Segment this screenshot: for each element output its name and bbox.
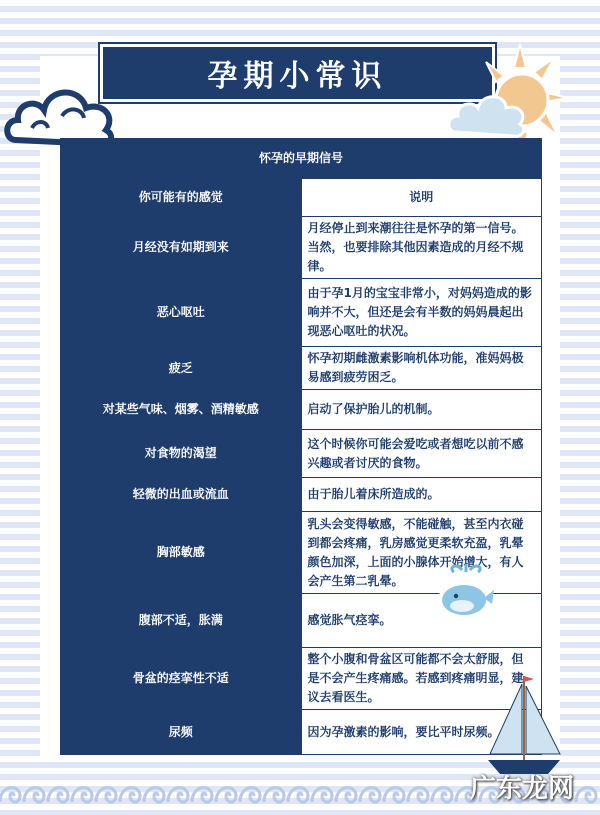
description-cell: 整个小腹和骨盆区可能都不会太舒服，但是不会产生疼痛感。若感到疼痛明显，建议去看医生。	[301, 648, 542, 710]
wave-swirl	[120, 788, 140, 802]
wave-swirl	[48, 788, 68, 802]
symptom-cell: 疲乏	[61, 347, 302, 390]
watermark: 广东龙网	[470, 774, 575, 804]
wave-swirl	[432, 788, 452, 802]
wave-swirl	[576, 788, 596, 802]
description-cell: 月经停止到来潮往往是怀孕的第一信号。当然，也要排除其他因素造成的月经不规律。	[301, 217, 542, 279]
wave-swirl	[312, 788, 332, 802]
symptom-cell: 对某些气味、烟雾、酒精敏感	[61, 390, 302, 430]
symptom-cell: 轻微的出血或流血	[61, 478, 302, 512]
table-row	[61, 390, 542, 430]
wave-swirl	[384, 788, 404, 802]
table-row	[61, 279, 542, 347]
symptom-cell: 对食物的渴望	[61, 430, 302, 478]
description-cell: 感觉胀气痉挛。	[301, 594, 542, 648]
wave-swirl	[24, 788, 44, 802]
sailboat-icon	[484, 670, 564, 778]
symptom-cell: 骨盆的痉挛性不适	[61, 648, 302, 710]
table-row	[61, 710, 542, 755]
wave-swirl	[216, 788, 236, 802]
wave-swirl	[336, 788, 356, 802]
table-title: 怀孕的早期信号	[61, 139, 542, 179]
wave-swirl	[0, 788, 20, 802]
table-row	[61, 347, 542, 390]
description-cell: 启动了保护胎儿的机制。	[301, 390, 542, 430]
description-cell: 这个时候你可能会爱吃或者想吃以前不感兴趣或者讨厌的食物。	[301, 430, 542, 478]
symptom-cell: 月经没有如期到来	[61, 217, 302, 279]
column-header-row	[61, 179, 542, 217]
description-cell: 由于胎儿着床所造成的。	[301, 478, 542, 512]
page-title: 孕期小常识	[207, 59, 388, 94]
wave-swirl	[72, 788, 92, 802]
wave-swirl	[168, 788, 188, 802]
symptom-cell: 腹部不适，胀满	[61, 594, 302, 648]
symptom-cell: 恶心呕吐	[61, 279, 302, 347]
description-cell: 怀孕初期雌激素影响机体功能，准妈妈极易感到疲劳困乏。	[301, 347, 542, 390]
column-header-feeling: 你可能有的感觉	[61, 179, 302, 217]
table-header-row	[61, 139, 542, 179]
wave-swirl	[264, 788, 284, 802]
description-cell: 因为孕激素的影响，要比平时尿频。	[301, 710, 542, 755]
wave-swirl	[192, 788, 212, 802]
whale-icon	[434, 560, 498, 622]
column-header-explanation: 说明	[301, 179, 542, 217]
wave-swirl	[288, 788, 308, 802]
table-row	[61, 478, 542, 512]
description-cell: 乳头会变得敏感，不能碰触，甚至内衣碰到都会疼痛，乳房感觉更柔软充盈，乳晕颜色加深，上面的小腺体开始增大，有人会产生第二乳晕。	[301, 512, 542, 594]
wave-swirl	[360, 788, 380, 802]
table-row	[61, 648, 542, 710]
table-row	[61, 217, 542, 279]
wave-swirl	[144, 788, 164, 802]
description-cell: 由于孕1月的宝宝非常小，对妈妈造成的影响并不大，但还是会有半数的妈妈晨起出现恶心呕吐的状况。	[301, 279, 542, 347]
symptom-cell: 尿频	[61, 710, 302, 755]
symptom-cell: 胸部敏感	[61, 512, 302, 594]
page-title-banner	[100, 44, 495, 102]
early-signs-table	[60, 138, 542, 755]
wave-swirl	[408, 788, 428, 802]
wave-swirl	[96, 788, 116, 802]
wave-swirl	[240, 788, 260, 802]
table-row	[61, 430, 542, 478]
